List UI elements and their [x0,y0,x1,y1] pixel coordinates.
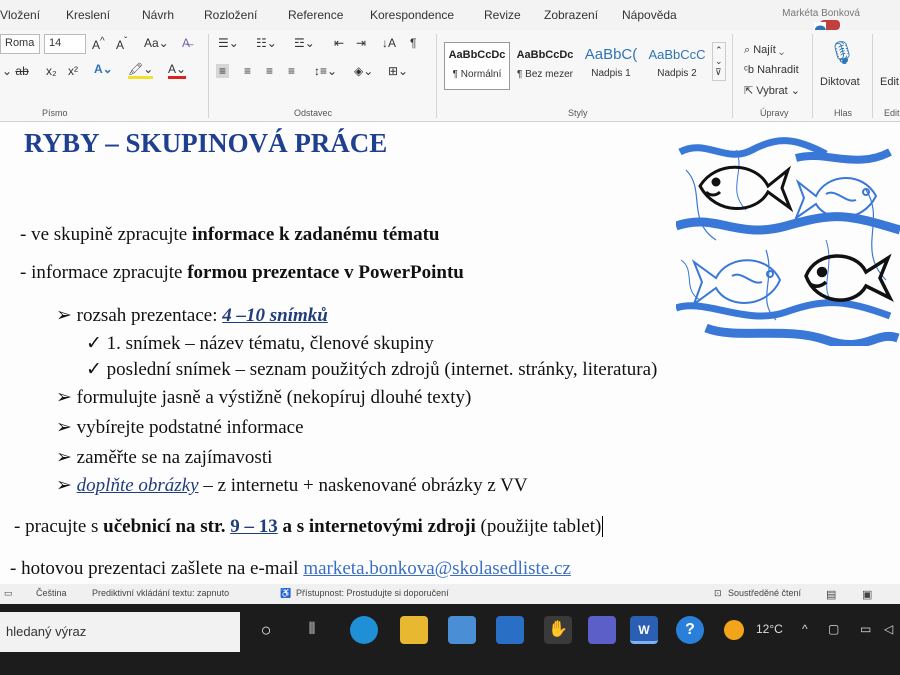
focus-button[interactable]: Soustředěné čtení [728,588,802,598]
line-group-task [20,224,439,246]
arrow-bullet-icon: ➢ [56,447,72,468]
font-color-icon[interactable]: A⌄ [168,62,186,79]
edge-icon[interactable] [350,616,378,644]
accessibility-status[interactable]: Přístupnost: Prostudujte si doporučení [296,588,449,598]
strikethrough-icon[interactable]: ⌄ ab [2,64,29,78]
select-button[interactable]: ⇱ Vybrat ⌄ [744,85,800,97]
arrow-bullet-icon: ➢ [56,387,72,408]
predictive-status[interactable]: Prediktivní vkládání textu: zapnuto [92,588,230,598]
align-center-icon[interactable]: ≡ [244,64,252,78]
weather-icon[interactable] [724,620,744,640]
sort-icon[interactable]: ↓A [382,36,397,50]
text: zaměřte se na zajímavosti [76,447,273,468]
mail-icon[interactable] [496,616,524,644]
volume-icon[interactable]: ◁ [884,622,894,636]
check-bullet-icon: ✓ [86,333,102,354]
style-preview: AaBbCcDc [448,49,506,61]
monitor-icon[interactable]: ▢ [828,622,840,636]
tab-layout[interactable]: Rozložení [204,8,258,22]
shading-icon[interactable]: ◈⌄ [354,64,374,78]
text: - informace zpracujte [20,262,188,283]
text: formulujte jasně a výstižně (nekopíruj dlouhé texty) [76,387,472,408]
tab-insert[interactable]: Vložení [0,8,41,22]
proofing-icon[interactable]: ▭ [4,588,13,598]
focus-icon: ⊡ [714,588,722,598]
align-right-icon[interactable]: ≡ [266,64,274,78]
list-item [56,416,304,439]
group-paragraph-label: Odstavec [294,108,333,118]
styles-more-icon[interactable]: ⌃ ⌄ ⊽ [712,42,726,81]
tab-design[interactable]: Návrh [142,8,175,22]
bold-text: a s internetovými zdroji [277,516,476,537]
print-layout-icon[interactable]: ▣ [862,589,873,601]
shrink-font-icon[interactable]: $A^ˇ$ [116,36,128,52]
task-view-icon[interactable]: ○ [260,620,272,640]
battery-icon[interactable]: ▭ [860,622,872,636]
tab-mailings[interactable]: Korespondence [370,8,455,22]
editor-button[interactable]: Edit [880,76,899,88]
text: 1. snímek – název tématu, členové skupiny [106,333,434,354]
style-normal[interactable] [444,42,510,90]
fish-illustration [676,130,900,346]
text: (použijte tablet) [475,516,602,537]
email-link[interactable]: marketa.bonkova@skolasedliste.cz [303,558,571,579]
taskbar-search[interactable]: hledaný výraz [0,612,240,652]
ribbon-tabs [0,0,900,30]
replace-button[interactable]: ᶜb Nahradit [744,64,799,76]
select-label: Vybrat [756,85,788,97]
text: rozsah prezentace: [76,305,223,326]
increase-indent-icon[interactable]: ⇥ [356,36,367,50]
italic-underlined-text: doplňte obrázky [76,475,199,496]
style-heading-2[interactable] [644,42,710,90]
microphone-icon[interactable]: 🎙 [828,40,856,65]
list-item [86,358,657,381]
style-name: Nadpis 2 [657,68,697,79]
list-item [86,332,434,355]
document-page[interactable] [0,122,900,584]
text: - hotovou prezentaci zašlete na e-mail [10,558,304,579]
style-name: ¶ Normální [452,69,502,80]
accessibility-icon: ♿ [280,588,292,598]
tab-draw[interactable]: Kreslení [66,8,111,22]
tray-chevron-icon[interactable]: ^ [802,622,808,636]
multilevel-icon[interactable]: ☲⌄ [294,36,315,50]
change-case-icon[interactable]: Aa⌄ [144,36,169,50]
check-bullet-icon: ✓ [86,359,102,380]
clear-format-icon[interactable]: A̶ [182,36,191,50]
list-item [56,304,328,327]
status-bar [0,584,900,604]
style-preview: AaBbCcDc [516,49,574,61]
user-name: Markéta Bonková [782,8,860,19]
text: - pracujte s [14,516,104,537]
dictate-button[interactable]: Diktovat [820,76,860,88]
list-item [56,386,471,409]
bold-text: učebnicí na str. [103,516,231,537]
arrow-bullet-icon: ➢ [56,305,72,326]
hand-app-icon[interactable]: ✋ [544,616,572,644]
read-mode-icon[interactable]: ▤ [826,589,837,601]
bold-text: formou prezentace v PowerPointu [187,262,464,283]
group-voice-label: Hlas [834,108,853,118]
decrease-indent-icon[interactable]: ⇤ [334,36,345,50]
text: poslední snímek – seznam použitých zdrojů (internet. stránky, literatura) [106,359,658,380]
teams-icon[interactable] [588,616,616,644]
line-spacing-icon[interactable]: ↕≡⌄ [314,64,338,78]
align-left-icon[interactable]: ≡ [216,64,229,78]
style-name: ¶ Bez mezer [517,69,573,80]
tab-view[interactable]: Zobrazení [544,8,599,22]
language-status[interactable]: Čeština [36,588,67,598]
tab-review[interactable]: Revize [484,8,521,22]
tab-help[interactable]: Nápověda [622,8,677,22]
superscript-icon[interactable]: x² [68,64,78,78]
underlined-text: 9 – 13 [230,516,278,537]
word-icon[interactable]: W [630,616,658,644]
ribbon [0,30,900,122]
pilcrow-icon[interactable]: ¶ [410,36,417,50]
arrow-bullet-icon: ➢ [56,417,72,438]
group-font-label: Písmo [42,108,68,118]
list-item [56,474,528,497]
bullets-icon[interactable]: ☰⌄ [218,36,239,50]
style-heading-1[interactable] [578,42,644,90]
text: - ve skupině zpracujte [20,224,192,245]
bold-text: informace k zadanému tématu [191,224,440,245]
underlined-text [222,305,328,326]
highlight-icon[interactable]: 🖍⌄ [128,62,153,79]
tab-references[interactable]: Reference [288,8,344,22]
group-editing-label: Úpravy [760,108,789,118]
weather-temp[interactable]: 12°C [756,622,783,636]
line-email [10,558,571,580]
style-no-spacing[interactable] [512,42,578,90]
line-textbook [14,516,603,538]
widgets-icon[interactable]: ⫴ [308,621,316,638]
group-styles-label: Styly [568,108,588,118]
font-size-box[interactable]: 14 [44,34,86,54]
taskbar [0,604,900,675]
justify-icon[interactable]: ≡ [288,64,296,78]
text-effects-icon[interactable]: A⌄ [94,62,113,76]
grow-font-icon[interactable]: A^ [92,36,105,52]
text: – z internetu + naskenované obrázky z VV [198,475,528,496]
replace-label: Nahradit [757,64,799,76]
store-icon[interactable] [448,616,476,644]
find-label: Najít [753,44,776,56]
borders-icon[interactable]: ⊞⌄ [388,64,409,78]
subscript-icon[interactable]: x₂ [46,64,57,78]
numbering-icon[interactable]: ☷⌄ [256,36,277,50]
find-button[interactable]: ⌕ Najít ⌄ [744,44,785,56]
style-preview: AaBbC( [584,46,638,63]
font-name-box[interactable]: Roma [0,34,40,54]
style-preview: AaBbCcC [648,47,706,62]
italic-text: 4 –10 snímků [222,305,328,326]
file-explorer-icon[interactable] [400,616,428,644]
text: vybírejte podstatné informace [76,417,304,438]
help-icon[interactable]: ? [676,616,704,644]
text-cursor [602,516,603,537]
arrow-bullet-icon: ➢ [56,475,72,496]
line-form [20,262,464,284]
group-editor-label: Edit [884,108,900,118]
list-item [56,446,272,469]
style-name: Nadpis 1 [591,68,631,79]
document-title: RYBY – SKUPINOVÁ PRÁCE [24,128,388,158]
